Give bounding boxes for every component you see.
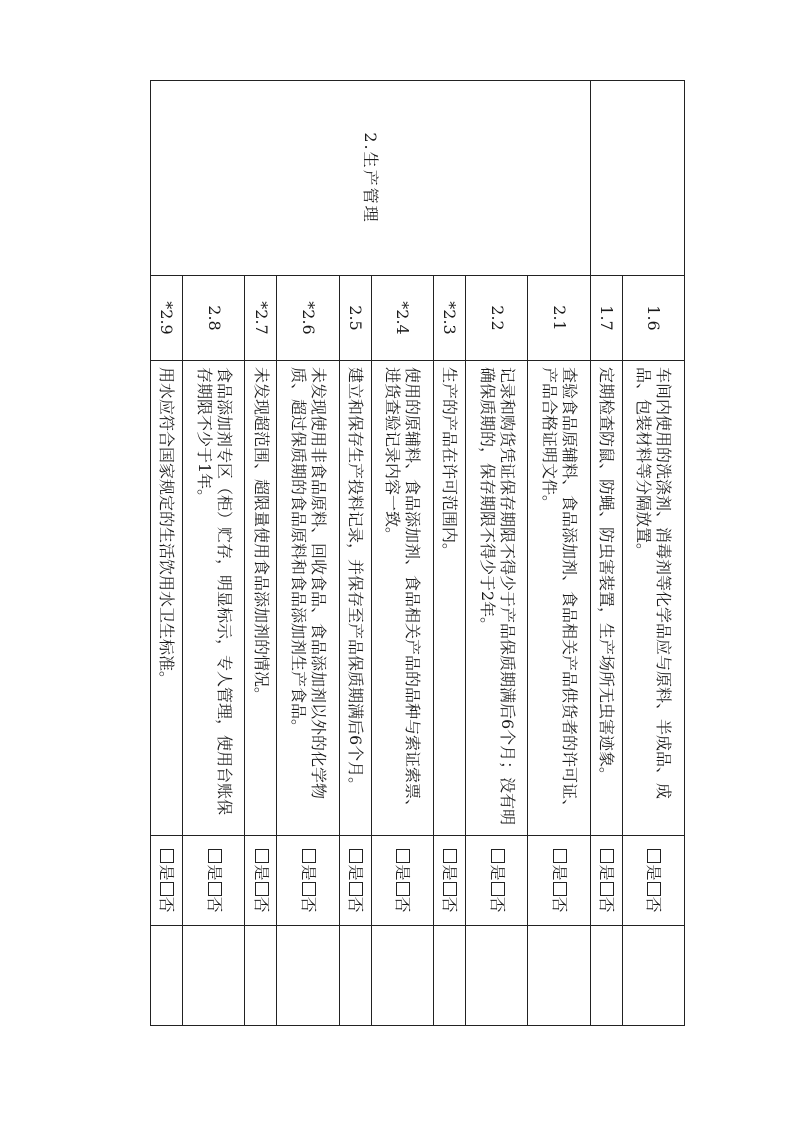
inspection-table: [150, 80, 685, 1026]
no-checkbox[interactable]: [553, 882, 567, 896]
yes-label: 是: [487, 864, 507, 881]
yes-label: 是: [440, 864, 460, 881]
item-requirement: 定期检查防鼠、防蝇、防虫害装置，生产场所无虫害迹象。: [590, 361, 622, 836]
yes-label: 是: [597, 864, 617, 881]
table-body: [151, 81, 685, 1026]
answer-cell: [590, 836, 622, 926]
answer-cell: [245, 836, 277, 926]
answer-cell: [371, 836, 433, 926]
item-code: *2.4: [371, 276, 433, 361]
inspection-table-sheet: [150, 80, 685, 1025]
table-row: [528, 81, 590, 1026]
section-label: 2.生产管理: [151, 81, 591, 276]
remark-cell[interactable]: [151, 926, 183, 1026]
yes-checkbox[interactable]: [255, 849, 269, 863]
item-requirement: 建立和保存生产投料记录，并保存至产品保质期满后6个月。: [339, 361, 371, 836]
no-checkbox[interactable]: [349, 882, 363, 896]
item-requirement: 未发现超范围、超限量使用食品添加剂的情况。: [245, 361, 277, 836]
item-requirement: 食品添加剂专区（柜）贮存，明显标示，专人管理，使用台账保存期限不少于1年。: [183, 361, 245, 836]
no-checkbox[interactable]: [161, 882, 175, 896]
remark-cell[interactable]: [183, 926, 245, 1026]
item-code: 1.7: [590, 276, 622, 361]
yes-checkbox[interactable]: [208, 849, 222, 863]
answer-cell: [183, 836, 245, 926]
remark-cell[interactable]: [590, 926, 622, 1026]
item-requirement: 使用的原辅料、食品添加剂、食品相关产品的品种与索证索票、进货查验记录内容一致。: [371, 361, 433, 836]
item-requirement: 记录和购货凭证保存期限不得少于产品保质期满后6个月；没有明确保质期的，保存期限不得少于2年。: [465, 361, 527, 836]
yes-checkbox[interactable]: [396, 849, 410, 863]
yes-checkbox[interactable]: [443, 849, 457, 863]
item-requirement: 生产的产品在许可范围内。: [434, 361, 466, 836]
answer-cell: [151, 836, 183, 926]
no-checkbox[interactable]: [443, 882, 457, 896]
yes-checkbox[interactable]: [647, 849, 661, 863]
item-code: *2.7: [245, 276, 277, 361]
answer-cell: [339, 836, 371, 926]
yes-label: 是: [550, 864, 569, 881]
remark-cell[interactable]: [339, 926, 371, 1026]
yes-label: 是: [157, 864, 177, 881]
answer-cell: [465, 836, 527, 926]
remark-cell[interactable]: [465, 926, 527, 1026]
item-requirement: 车间内使用的洗涤剂、消毒剂等化学品应与原料、半成品、成品、包装材料等分隔放置。: [622, 361, 684, 836]
no-label: 否: [597, 896, 617, 913]
no-label: 否: [251, 896, 271, 913]
no-label: 否: [299, 896, 318, 913]
item-requirement: 用水应符合国家规定的生活饮用水卫生标准。: [151, 361, 183, 836]
answer-cell: [434, 836, 466, 926]
item-code: *2.9: [151, 276, 183, 361]
remark-cell[interactable]: [622, 926, 684, 1026]
item-requirement: 查验食品原辅料、食品添加剂、食品相关产品供货者的许可证、产品合格证明文件。: [528, 361, 590, 836]
no-label: 否: [550, 896, 569, 913]
item-code: 2.5: [339, 276, 371, 361]
yes-checkbox[interactable]: [302, 849, 316, 863]
remark-cell[interactable]: [245, 926, 277, 1026]
remark-cell[interactable]: [528, 926, 590, 1026]
remark-cell[interactable]: [434, 926, 466, 1026]
no-label: 否: [204, 896, 224, 913]
no-label: 否: [644, 896, 664, 913]
yes-label: 是: [251, 864, 271, 881]
no-checkbox[interactable]: [208, 882, 222, 896]
item-code: 2.8: [183, 276, 245, 361]
yes-label: 是: [393, 864, 413, 881]
item-code: *2.6: [277, 276, 339, 361]
item-requirement: 未发现使用非食品原料、回收食品、食品添加剂以外的化学物质、超过保质期的食品原料和食品添加剂生产食品。: [277, 361, 339, 836]
answer-cell: [622, 836, 684, 926]
no-checkbox[interactable]: [396, 882, 410, 896]
remark-cell[interactable]: [277, 926, 339, 1026]
yes-label: 是: [204, 864, 224, 881]
item-code: 1.6: [622, 276, 684, 361]
no-checkbox[interactable]: [647, 882, 661, 896]
table-row: [622, 81, 684, 1026]
item-code: 2.1: [528, 276, 590, 361]
yes-checkbox[interactable]: [553, 849, 567, 863]
answer-cell: [277, 836, 339, 926]
yes-checkbox[interactable]: [600, 849, 614, 863]
yes-checkbox[interactable]: [349, 849, 363, 863]
no-checkbox[interactable]: [255, 882, 269, 896]
no-label: 否: [346, 896, 366, 913]
no-label: 否: [487, 896, 507, 913]
yes-label: 是: [299, 864, 318, 881]
yes-checkbox[interactable]: [491, 849, 505, 863]
item-code: 2.2: [465, 276, 527, 361]
no-checkbox[interactable]: [302, 882, 316, 896]
no-checkbox[interactable]: [491, 882, 505, 896]
no-checkbox[interactable]: [600, 882, 614, 896]
section-label: [590, 81, 684, 276]
remark-cell[interactable]: [371, 926, 433, 1026]
no-label: 否: [440, 896, 460, 913]
item-code: *2.3: [434, 276, 466, 361]
no-label: 否: [393, 896, 413, 913]
answer-cell: [528, 836, 590, 926]
no-label: 否: [157, 896, 177, 913]
yes-checkbox[interactable]: [161, 849, 175, 863]
yes-label: 是: [644, 864, 664, 881]
yes-label: 是: [346, 864, 366, 881]
